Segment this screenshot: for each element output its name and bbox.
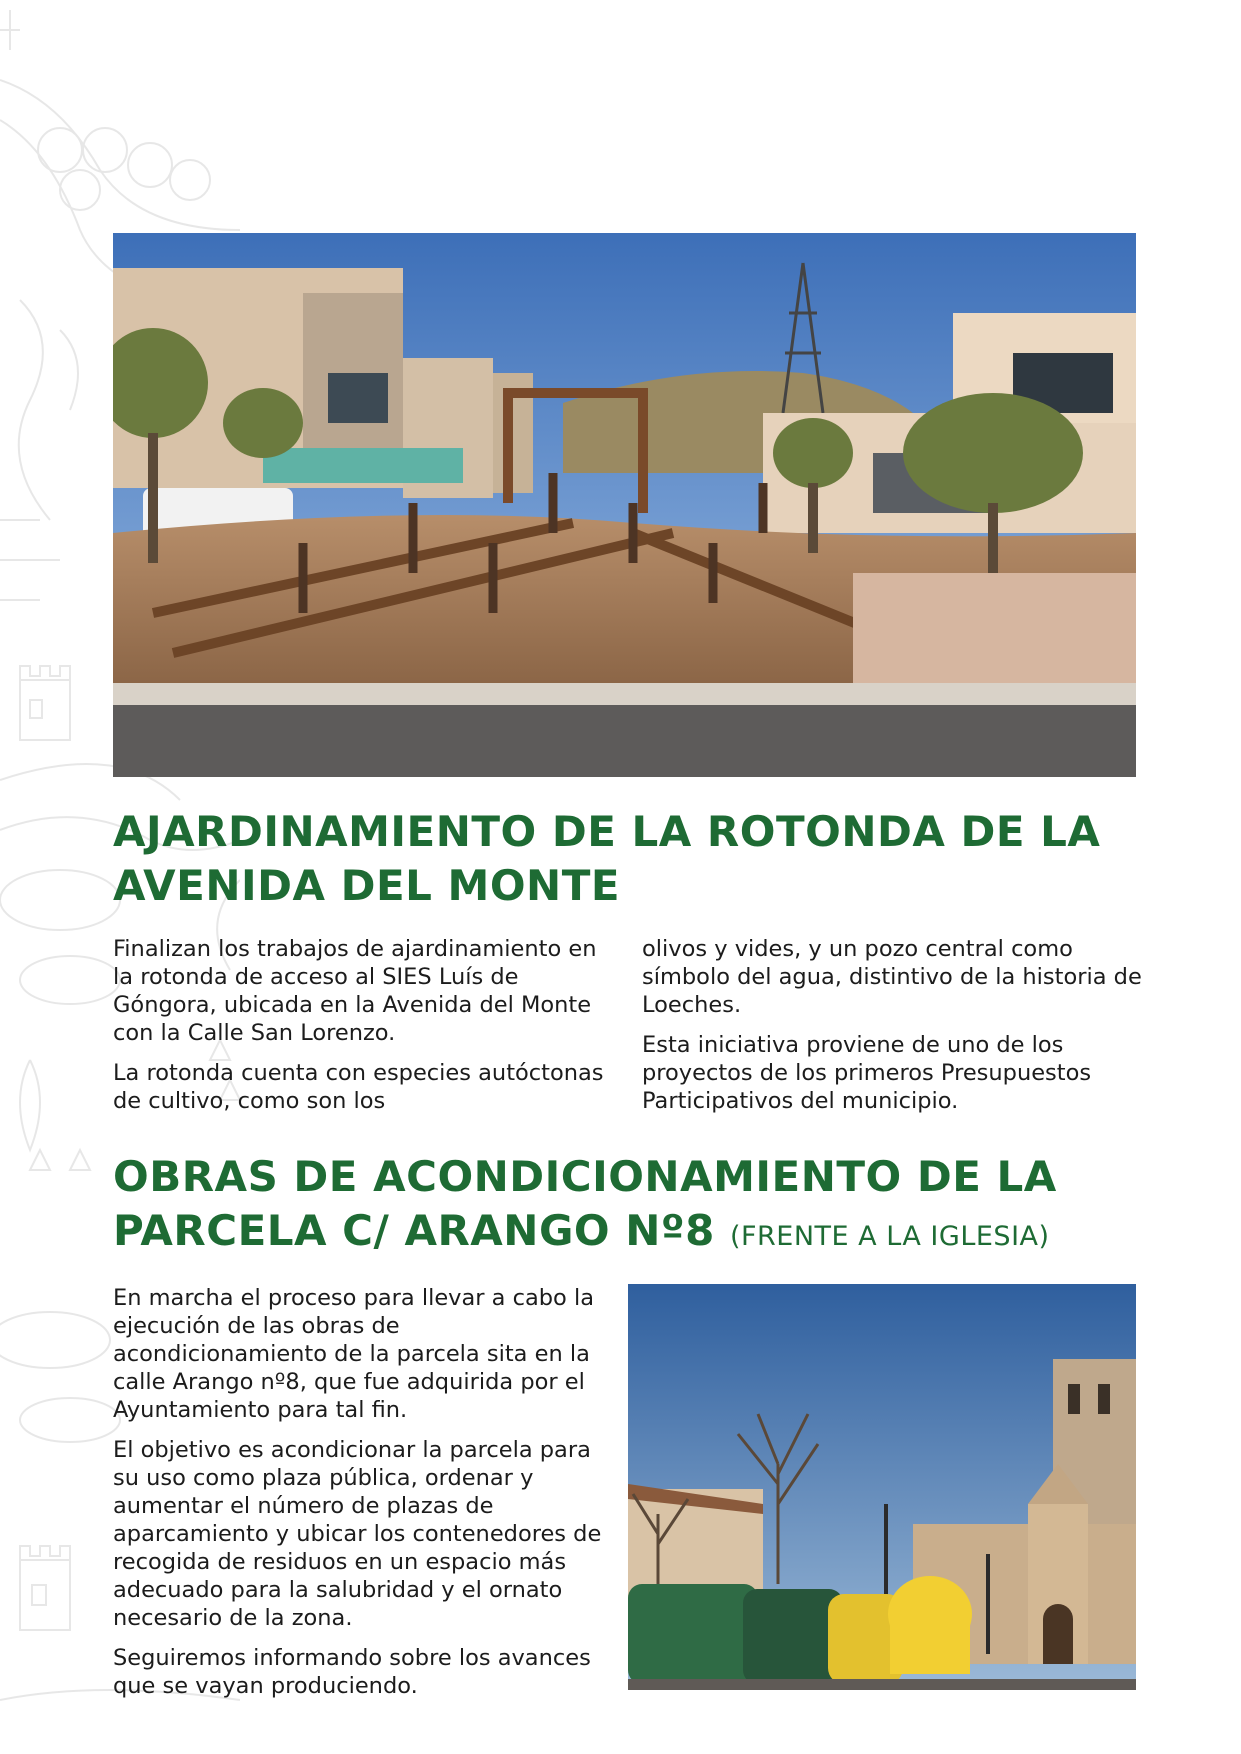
roundabout-garden-photo <box>113 233 1136 777</box>
section2-paragraph-3: Seguiremos informando sobre los avances que se vayan produciendo. <box>113 1645 591 1699</box>
section1-paragraph-1: Finalizan los trabajos de ajardinamiento en la rotonda de acceso al SIES Luís de Góngora, ubicada en la Avenida del Monte con la Calle San Lorenzo. <box>113 936 597 1046</box>
section2-paragraph-2: El objetivo es acondicionar la parcela para su uso como plaza pública, ordenar y aumentar el número de plazas de aparcamiento y ubicar los contenedores de recogida de residuos en un espacio más adecuado para la salubridad y el ornato necesario de la zona. <box>113 1437 602 1631</box>
section1-column-left <box>113 935 623 1127</box>
section2-paragraph-1: En marcha el proceso para llevar a cabo la ejecución de las obras de acondicionamiento de la parcela sita en la calle Arango nº8, que fue adquirida por el Ayuntamiento para tal fin. <box>113 1285 595 1423</box>
section-title-parcel-sub: (FRENTE A LA IGLESIA) <box>729 1221 1050 1252</box>
section1-column-right <box>642 935 1147 1127</box>
section-title-parcel-main: OBRAS DE ACONDICIONAMIENTO DE LA PARCELA C/ ARANGO Nº8 <box>113 1152 1057 1255</box>
section1-paragraph-2: La rotonda cuenta con especies autóctonas de cultivo, como son los <box>113 1060 604 1114</box>
section-title-parcel <box>113 1150 1193 1264</box>
section2-column <box>113 1284 613 1712</box>
church-square-photo <box>628 1284 1136 1690</box>
section1-paragraph-4: Esta iniciativa proviene de uno de los proyectos de los primeros Presupuestos Participativos del municipio. <box>642 1032 1092 1114</box>
section1-paragraph-3: olivos y vides, y un pozo central como símbolo del agua, distintivo de la historia de Loeches. <box>642 936 1142 1018</box>
section-title-roundabout: AJARDINAMIENTO DE LA ROTONDA DE LA AVENIDA DEL MONTE <box>113 807 1101 910</box>
